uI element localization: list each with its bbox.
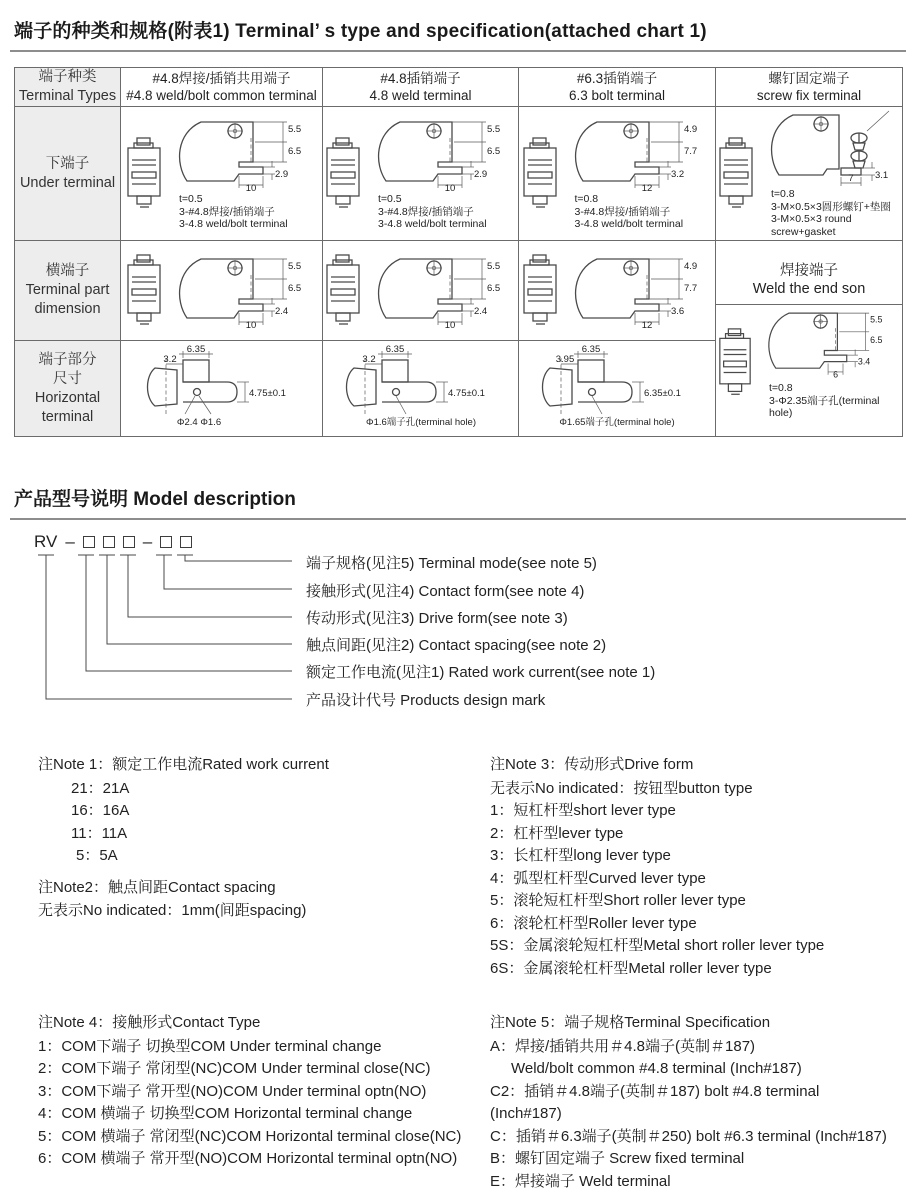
- row-under-terminal: [15, 107, 903, 241]
- cell-horiz-weld-bolt-common: [121, 241, 323, 341]
- switch-front-view: [323, 253, 363, 329]
- col-header-zh: #6.3插销端子: [519, 70, 715, 87]
- dim-label: 5.5: [288, 124, 301, 135]
- dim-label: 4.9: [684, 124, 697, 135]
- row-label-en: Under terminal: [15, 174, 120, 193]
- row-label-en: terminal: [15, 408, 120, 427]
- col-header-en: 4.8 weld terminal: [323, 87, 518, 104]
- dim-label: 4.75±0.1: [448, 388, 485, 399]
- note-line: 2：COM下端子 常闭型(NC)COM Under terminal close(NC): [38, 1058, 490, 1081]
- dim-label: 6.35: [385, 344, 404, 355]
- cell-under-weld-bolt-common: [121, 107, 323, 241]
- note-title: 注Note 4：接触形式Contact Type: [38, 1012, 490, 1035]
- col-header-en: screw fix terminal: [716, 87, 902, 104]
- dim-label: 3.6: [671, 306, 684, 317]
- row-label-zh: 尺寸: [15, 370, 120, 389]
- terminal-spec-table: [14, 67, 903, 437]
- col-header-weld-bolt-common: [121, 68, 323, 107]
- note-line: 无表示No indicated：1mm(间距spacing): [38, 900, 490, 923]
- terminal-part-drawing: [336, 344, 506, 428]
- terminal-part-drawing: [532, 344, 702, 428]
- switch-front-view: [716, 136, 756, 212]
- dim-label: 2.9: [275, 169, 288, 180]
- dim-label: 2.4: [275, 306, 288, 317]
- model-label-drive-form: 传动形式(见注3) Drive form(see note 3): [306, 607, 568, 628]
- dim-label: Φ1.65端子孔(terminal hole): [559, 416, 674, 428]
- dim-label: 5.5: [870, 315, 882, 325]
- weld-header-en: Weld the end son: [716, 280, 902, 298]
- table-header-row: [15, 68, 903, 107]
- dim-label: 2.9: [474, 169, 487, 180]
- note-line: Weld/bolt common #4.8 terminal (Inch#187): [490, 1058, 892, 1081]
- dim-label: 3.1: [875, 170, 888, 181]
- dim-label: 3.2: [163, 354, 176, 365]
- model-code-box: [123, 536, 135, 548]
- cell-under-63-bolt: [519, 107, 716, 241]
- cell-weld-terminal: [716, 241, 903, 437]
- col-header-terminal-types: [15, 68, 121, 107]
- cell-horiz-48-weld: [323, 241, 519, 341]
- row-label-en: dimension: [15, 300, 120, 319]
- model-code-box: [180, 536, 192, 548]
- terminal-part-drawing: [137, 344, 307, 428]
- row-label-zh: 端子部分: [15, 351, 120, 370]
- model-connector-lines: [14, 553, 314, 723]
- cell-under-screw-fix: [716, 107, 903, 241]
- note-line: 3：COM下端子 常开型(NO)COM Under terminal optn(NO): [38, 1081, 490, 1104]
- drawing-caption: t=0.5 3-#4.8焊接/插销端子 3-4.8 weld/bolt terminal: [368, 193, 487, 231]
- model-separator: –: [65, 532, 74, 552]
- note-line: 4：COM 横端子 切换型COM Horizontal terminal change: [38, 1103, 490, 1126]
- note-line: 1：COM下端子 切换型COM Under terminal change: [38, 1036, 490, 1059]
- dim-label: 7.7: [684, 283, 697, 294]
- note-line: E：焊接端子 Weld terminal: [490, 1171, 892, 1193]
- section2-title: 产品型号说明 Model description: [10, 484, 906, 520]
- dim-label: 6: [833, 370, 838, 380]
- model-label-terminal-mode: 端子规格(见注5) Terminal mode(see note 5): [306, 552, 597, 573]
- weld-header-zh: 焊接端子: [716, 262, 902, 280]
- row-label-zh: 下端子: [15, 155, 120, 174]
- note-line: C：插销＃6.3端子(英制＃250) bolt #6.3 terminal (Inch#187): [490, 1126, 892, 1149]
- row-label-en: Horizontal: [15, 389, 120, 408]
- note-line: 6：COM 横端子 常开型(NO)COM Horizontal terminal optn(NO): [38, 1148, 490, 1171]
- model-label-contact-spacing: 触点间距(见注2) Contact spacing(see note 2): [306, 634, 606, 655]
- drawing-caption: t=0.5 3-#4.8焊接/插销端子 3-4.8 weld/bolt terminal: [169, 193, 288, 231]
- col-header-zh: 端子种类: [15, 68, 120, 87]
- note-title: 注Note 5：端子规格Terminal Specification: [490, 1012, 892, 1035]
- model-label-rated-current: 额定工作电流(见注1) Rated work current(see note 1): [306, 661, 655, 682]
- note-line: 6：滚轮杠杆型Roller lever type: [490, 913, 892, 936]
- dim-label: 4.75±0.1: [249, 388, 286, 399]
- switch-front-view: [124, 136, 164, 212]
- dim-label: 6.5: [487, 146, 500, 157]
- dim-label: 10: [445, 320, 456, 331]
- note-line: 21：21A: [71, 778, 490, 801]
- dim-label: 7: [848, 173, 853, 184]
- col-header-en: 6.3 bolt terminal: [519, 87, 715, 104]
- switch-front-view: [124, 253, 164, 329]
- under-terminal-section-drawing: [368, 116, 518, 192]
- drawing-caption: t=0.8 3-M×0.5×3圆形螺钉+垫圈 3-M×0.5×3 round screw+gasket: [761, 188, 902, 238]
- dim-label: 10: [445, 183, 456, 194]
- col-header-zh: #4.8焊接/插销共用端子: [121, 70, 322, 87]
- row-label-en: Terminal part: [15, 281, 120, 300]
- note-line: C2：插销＃4.8端子(英制＃187) bolt #4.8 terminal (Inch#187): [490, 1081, 892, 1126]
- note-line: 5：COM 横端子 常闭型(NC)COM Horizontal terminal close(NC): [38, 1126, 490, 1149]
- note-line: 5：5A: [71, 845, 490, 868]
- model-label-contact-form: 接触形式(见注4) Contact form(see note 4): [306, 580, 584, 601]
- dim-label: Φ2.4 Φ1.6: [176, 417, 220, 428]
- note-line: 2：杠杆型lever type: [490, 823, 892, 846]
- note-line: 4：弧型杠杆型Curved lever type: [490, 868, 892, 891]
- row-label-under-terminal: [15, 107, 121, 241]
- col-header-48-weld: [323, 68, 519, 107]
- horizontal-terminal-section-drawing: [169, 253, 319, 329]
- note-3: [490, 754, 892, 980]
- dim-label: 6.5: [487, 283, 500, 294]
- dim-label: 6.35±0.1: [644, 388, 681, 399]
- note-line: 5：滚轮短杠杆型Short roller lever type: [490, 890, 892, 913]
- note-line: B：螺钉固定端子 Screw fixed terminal: [490, 1148, 892, 1171]
- note-title: 注Note 3：传动形式Drive form: [490, 754, 892, 777]
- dim-label: 12: [641, 320, 652, 331]
- dim-label: 3.2: [671, 169, 684, 180]
- model-code-diagram: [14, 532, 916, 724]
- dim-label: 3.2: [362, 354, 375, 365]
- switch-front-view: [520, 253, 560, 329]
- notes-section: [38, 754, 892, 1193]
- dim-label: 3.4: [858, 357, 870, 367]
- row-terminal-part-dimension: [15, 241, 903, 341]
- col-header-zh: 螺钉固定端子: [716, 70, 902, 87]
- dim-label: 6.5: [288, 283, 301, 294]
- row-label-terminal-part: [15, 241, 121, 341]
- col-header-en: #4.8 weld/bolt common terminal: [121, 87, 322, 104]
- model-code-box: [83, 536, 95, 548]
- note-line: 1：短杠杆型short lever type: [490, 800, 892, 823]
- dim-label: 6.35: [582, 344, 601, 355]
- dim-label: 6.5: [870, 335, 882, 345]
- cell-under-48-weld: [323, 107, 519, 241]
- weld-terminal-header: [716, 257, 902, 305]
- drawing-caption: t=0.8 3-Φ2.35端子孔(terminal hole): [759, 382, 902, 420]
- under-terminal-section-drawing: [169, 116, 319, 192]
- model-code-row: [34, 532, 192, 552]
- dim-label: 7.7: [684, 146, 697, 157]
- dim-label: 10: [246, 320, 257, 331]
- model-code-box: [160, 536, 172, 548]
- row-label-horizontal-terminal: [15, 341, 121, 437]
- note-line: 16：16A: [71, 800, 490, 823]
- dim-label: 5.5: [487, 124, 500, 135]
- model-separator: –: [143, 532, 152, 552]
- horizontal-terminal-section-drawing: [368, 253, 518, 329]
- note-title: 注Note 1：额定工作电流Rated work current: [38, 754, 490, 777]
- cell-part-63-bolt: [519, 341, 716, 437]
- model-prefix: RV: [34, 532, 57, 552]
- switch-front-view: [323, 136, 363, 212]
- dim-label: 12: [641, 183, 652, 194]
- col-header-63-bolt: [519, 68, 716, 107]
- note-5: [490, 1012, 892, 1193]
- note-line: 3：长杠杆型long lever type: [490, 845, 892, 868]
- note-2: [38, 877, 490, 923]
- row-label-zh: 横端子: [15, 262, 120, 281]
- section1-title: 端子的种类和规格(附表1) Terminal’ s type and specification(attached chart 1): [10, 0, 906, 52]
- note-4: [38, 1012, 490, 1193]
- note-line: 11：11A: [71, 823, 490, 846]
- drawing-caption: t=0.8 3-#4.8焊接/插销端子 3-4.8 weld/bolt terminal: [565, 193, 684, 231]
- dim-label: Φ1.6端子孔(terminal hole): [365, 416, 475, 428]
- cell-part-weld-bolt-common: [121, 341, 323, 437]
- switch-front-view: [520, 136, 560, 212]
- col-header-screw-fix: [716, 68, 903, 107]
- switch-front-view: [716, 327, 754, 399]
- horizontal-terminal-section-drawing: [565, 253, 715, 329]
- cell-horiz-63-bolt: [519, 241, 716, 341]
- weld-terminal-section-drawing: [759, 305, 899, 381]
- notes-left-top: [38, 754, 490, 980]
- note-line: 6S：金属滚轮杠杆型Metal roller lever type: [490, 958, 892, 981]
- dim-label: 2.4: [474, 306, 487, 317]
- note-title: 注Note2：触点间距Contact spacing: [38, 877, 490, 900]
- model-code-box: [103, 536, 115, 548]
- dim-label: 6.5: [288, 146, 301, 157]
- note-line: A：焊接/插销共用＃4.8端子(英制＃187): [490, 1036, 892, 1059]
- col-header-en: Terminal Types: [15, 87, 120, 106]
- model-label-design-mark: 产品设计代号 Products design mark: [306, 689, 545, 710]
- dim-label: 5.5: [487, 261, 500, 272]
- dim-label: 10: [246, 183, 257, 194]
- screw-terminal-section-drawing: [761, 109, 899, 187]
- note-line: 5S：金属滚轮短杠杆型Metal short roller lever type: [490, 935, 892, 958]
- under-terminal-section-drawing: [565, 116, 715, 192]
- col-header-zh: #4.8插销端子: [323, 70, 518, 87]
- dim-label: 5.5: [288, 261, 301, 272]
- cell-part-48-weld: [323, 341, 519, 437]
- note-1: [38, 754, 490, 868]
- note-line: 无表示No indicated：按钮型button type: [490, 778, 892, 801]
- dim-label: 3.95: [556, 354, 575, 365]
- dim-label: 6.35: [186, 344, 205, 355]
- dim-label: 4.9: [684, 261, 697, 272]
